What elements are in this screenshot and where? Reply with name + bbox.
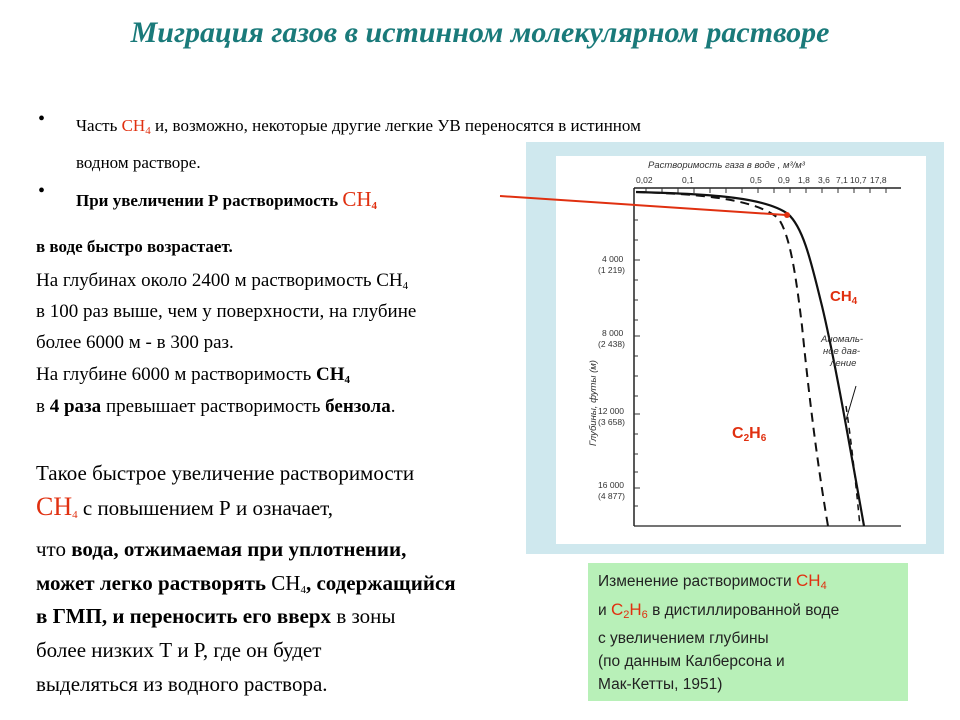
para2-line4 [36,572,456,601]
para2-l3b: вода, отжимаемая при уплотнении, [71,537,407,561]
para1-l5c: превышает растворимость [101,396,326,417]
caption-l1b: CH [796,571,821,590]
c2h6-2: 2 [743,433,750,444]
bullet2-sub: 4 [371,200,378,212]
y-axis-label: Глубины, футы (м) [588,360,599,446]
para2-l2ch: CH [36,492,73,521]
top-tick: 17,8 [870,175,887,185]
bullet-1-line2: водном растворе. [76,153,201,172]
top-tick: 0,02 [636,175,653,185]
caption-line5: Мак-Кетты, 1951) [598,676,723,693]
para2-l4b: СН [271,571,301,595]
para1-l1: На глубинах около 2400 м растворимость СН [36,270,403,291]
para2-line6: более низких Т и Р, где он будет [36,638,322,662]
caption-l2s2: 6 [641,609,648,621]
para2-l5a: в ГМП, и переносить его вверх [36,604,332,628]
anomaly-label [820,334,863,369]
y-tick-ft: 16 000 [598,480,624,490]
top-tick: 0,9 [778,175,790,185]
para1-l5e: . [390,396,396,417]
y-tick-m: (3 658) [598,417,625,427]
para1-l4-sub: 4 [344,374,350,386]
para1-line3: более 6000 м - в 300 раз. [36,332,234,353]
para2-l4sub: 4 [300,584,306,596]
anomaly-label-line: Аномаль- [821,334,864,345]
para1-line4 [36,364,350,391]
bullet-marker-1: • [38,108,46,130]
c2h6-c: C [732,425,744,442]
para2-l4c: , содержащийся [305,571,456,595]
caption-line1 [598,569,898,598]
anomaly-label-line: ление [830,358,857,369]
top-tick: 0,1 [682,175,694,185]
caption-line3: с увеличением глубины [598,630,769,647]
caption-l1sub: 4 [820,580,827,592]
caption-l2b1: С [610,600,624,619]
ch4-label-sub: 4 [851,296,858,307]
chart-caption [588,563,908,701]
c2h6-h: H [749,425,761,442]
bullet-marker-2: • [38,180,46,202]
y-tick-marks [634,220,640,506]
top-tick: 1,8 [798,175,810,185]
para2-line2 [36,492,334,526]
y-tick-ft: 4 000 [602,254,624,264]
bullet-2 [76,188,377,217]
ch4-curve-label [830,288,858,307]
y-ticks [598,254,625,501]
top-axis-label: Растворимость газа в воде , м³/м³ [648,160,805,171]
caption-l2s1: 2 [623,609,630,621]
page-title: Миграция газов в истинном молекулярном растворе [130,16,830,49]
bullet1-sub: 4 [145,125,151,137]
para1-l5d: бензола [325,396,391,417]
c2h6-6: 6 [760,433,767,444]
bullet1-rest: и, возможно, некоторые другие легкие УВ переносятся в истинном [150,116,641,135]
anomaly-curve [846,406,860,526]
anomaly-pointer [846,386,856,420]
para2-l3a: что [36,537,72,561]
caption-l2c: в дистиллированной воде [647,602,840,619]
bullet2-text: При увеличении Р растворимость [76,191,343,210]
y-tick-m: (1 219) [598,265,625,275]
para1-l1-sub: 4 [402,280,409,292]
top-tick: 3,6 [818,175,830,185]
top-tick: 10,7 [850,175,867,185]
para2-line7: выделяться из водного раствора. [36,672,328,696]
y-tick-ft: 12 000 [598,406,624,416]
top-tick: 0,5 [750,175,762,185]
y-tick-m: (4 877) [598,491,625,501]
para2-line5 [36,605,396,627]
para1-line2: в 100 раз выше, чем у поверхности, на глубине [36,301,417,322]
caption-l2a: и [598,602,611,619]
top-tick: 7,1 [836,175,848,185]
bullet-1 [76,115,896,142]
solubility-chart [556,156,926,544]
para1-l4: На глубине 6000 м растворимость [36,364,316,385]
para1-l5a: в [36,396,50,417]
bullet1-ch: CH [121,116,146,135]
para2-l4a: может легко растворять [36,571,272,595]
chart-plot-area [556,156,926,544]
bullet-2-cont: в воде быстро возрастает. [36,237,233,256]
para1-l5b: 4 раза [49,396,102,417]
chart-panel [526,142,944,554]
top-ticks [636,175,887,185]
caption-line2 [598,598,898,627]
caption-line4: (по данным Калберсона и [598,653,785,670]
y-tick-ft: 8 000 [602,328,624,338]
c2h6-curve [636,192,828,526]
ch4-label-text: CH [830,288,852,305]
para1-line5 [36,396,395,418]
bullet1-prefix: Часть [76,116,122,135]
y-tick-m: (2 438) [598,339,625,349]
c2h6-curve-label [732,425,767,444]
para2-l2rest: с повышением Р и означает, [77,496,334,520]
para1-l4b: СН [316,364,345,385]
para2-l2sub: 4 [72,509,78,521]
caption-l2b2: Н [629,600,642,619]
para2-line1: Такое быстрое увеличение растворимости [36,461,415,485]
para1-line1 [36,270,408,297]
anomaly-label-line: ное дав- [823,346,861,357]
bullet2-ch: CH [342,187,372,211]
caption-l1a: Изменение растворимости [598,573,796,590]
para2-line3 [36,538,406,560]
para2-l5b: в зоны [331,604,396,628]
